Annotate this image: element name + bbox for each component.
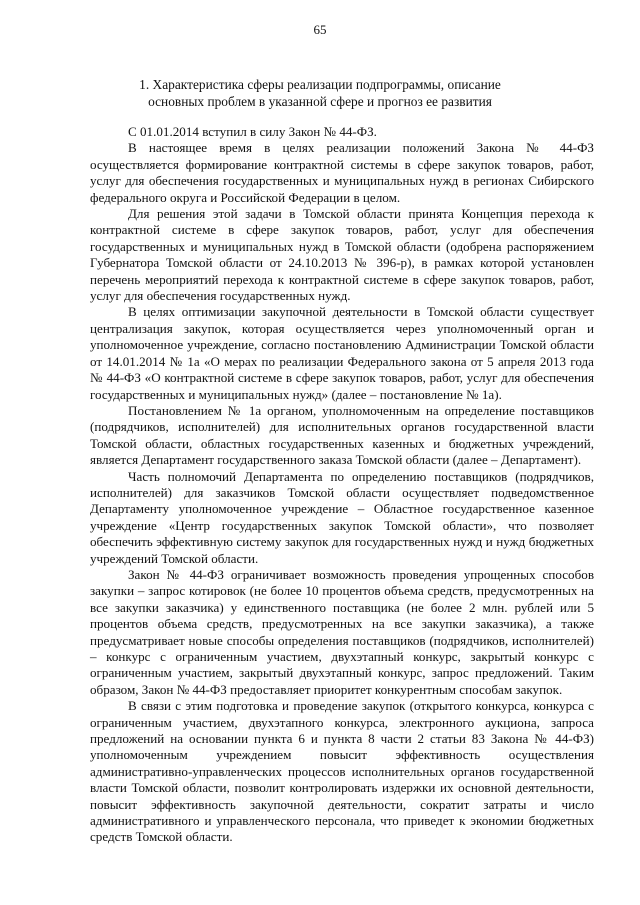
paragraph: Для решения этой задачи в Томской области принята Концепция перехода к контрактной системе в сфере закупок товаров, работ, услуг для обеспечения государственных и муниципальных нужд в Томской области (одобрена распоряжением Губернатора Томской области от 24.10.2013 № 396-р), в рамках которой установлен перечень мероприятий перехода к контрактной системе в сфере закупок товаров, работ, услуг для обеспечения государственных нужд.	[90, 206, 594, 304]
paragraph: В настоящее время в целях реализации положений Закона № 44-ФЗ осуществляется формирование контрактной системы в сфере закупок товаров, работ, услуг для обеспечения государственных и муниципальных нужд в регионах Сибирского федерального округа и Российской Федерации в целом.	[90, 140, 594, 205]
paragraph: Закон № 44-ФЗ ограничивает возможность проведения упрощенных способов закупки – запрос котировок (не более 10 процентов объема средств, предусмотренных на все закупки заказчика) у единственного поставщика (не более 2 млн. рублей или 5 процентов объема средств, предусмотренных на все закупки заказчика), а также предусматривает новые способы определения поставщиков (подрядчиков, исполнителей) – конкурс с ограниченным участием, двухэтапный конкурс, закрытый конкурс с ограниченным участием, закрытый двухэтапный конкурс, запрос предложений. Таким образом, Закон № 44-ФЗ предоставляет приоритет конкурентным способам закупок.	[90, 566, 594, 697]
paragraph: Постановлением № 1а органом, уполномоченным на определение поставщиков (подрядчиков, исполнителей) для исполнительных органов государственной власти Томской области, областных государственных казенных и бюджетных учреждений, является Департамент государственного заказа Томской области (далее – Департамент).	[90, 402, 594, 468]
section-title-line: 1. Характеристика сферы реализации подпрограммы, описание	[139, 77, 501, 92]
paragraph: В связи с этим подготовка и проведение закупок (открытого конкурса, конкурса с ограниченным участием, двухэтапного конкурса, электронного аукциона, запроса предложений на основании пункта 6 и пункта 8 части 2 статьи 83 Закона № 44-ФЗ) уполномоченным учреждением повысит эффективность осуществления административно-управленческих процессов исполнительных органов государственной власти Томской области, позволит контролировать издержки их основной деятельности, повысит эффективность закупочной деятельности, сократит затраты и число административного и управленческого персонала, что приведет к экономии бюджетных средств Томской области.	[90, 698, 594, 845]
page-number: 65	[313, 22, 327, 37]
paragraph: Часть полномочий Департамента по определению поставщиков (подрядчиков, исполнителей) для заказчиков Томской области осуществляет подведомственное Департаменту уполномоченное учреждение – Областное государственное казенное учреждение «Центр государственных закупок Томской области», что позволяет обеспечить эффективную систему закупок для государственных нужд и нужд бюджетных учреждений Томской области.	[90, 468, 594, 566]
section-title	[110, 76, 530, 110]
paragraph: С 01.01.2014 вступил в силу Закон № 44-ФЗ.	[128, 124, 377, 139]
body-text	[90, 124, 594, 846]
section-title-line: основных проблем в указанной сфере и прогноз ее развития	[148, 94, 492, 109]
paragraph: В целях оптимизации закупочной деятельности в Томской области существует централизация закупок, которая осуществляется через уполномоченный орган и уполномоченное учреждение, согласно постановлению Администрации Томской области от 14.01.2014 № 1а «О мерах по реализации Федерального закона от 5 апреля 2013 года № 44-ФЗ «О контрактной системе в сфере закупок товаров, работ, услуг для обеспечения государственных и муниципальных нужд» (далее – постановление № 1а).	[90, 304, 594, 402]
